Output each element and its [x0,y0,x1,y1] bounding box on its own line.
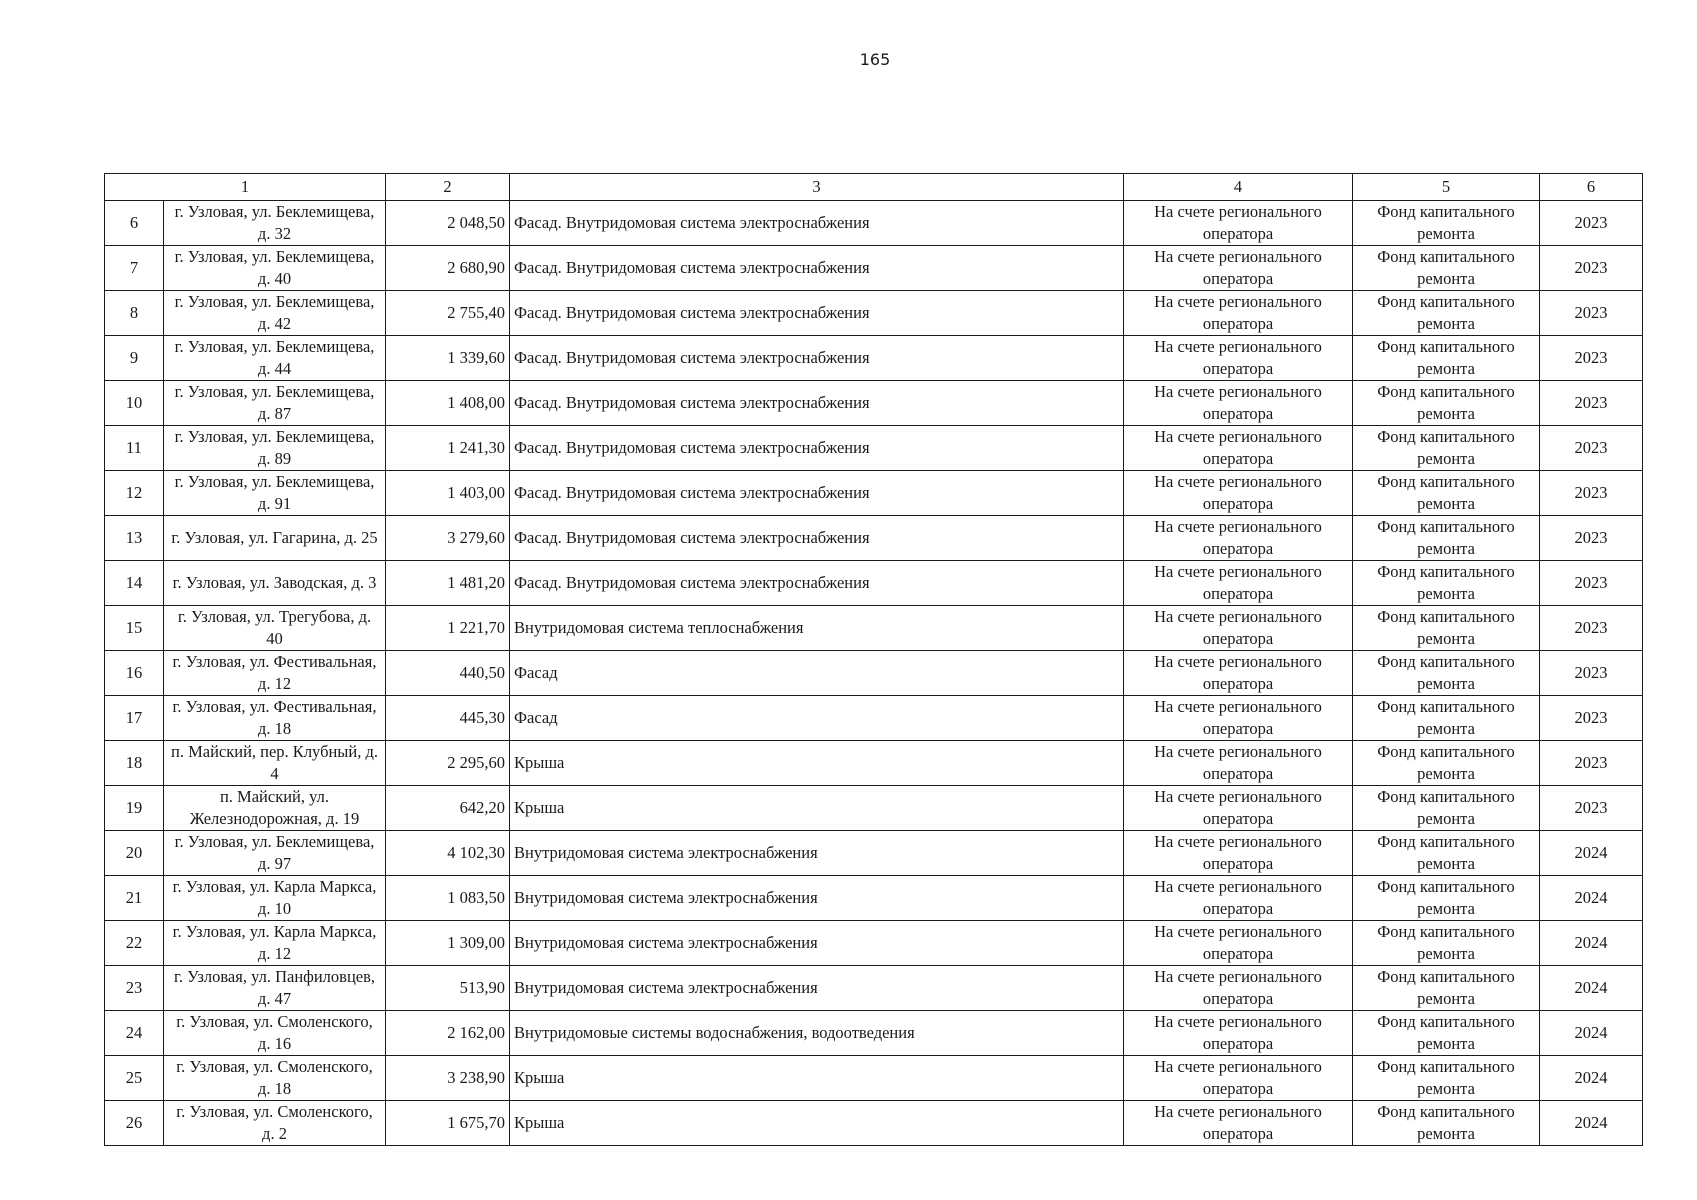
planned-year-cell: 2023 [1540,741,1643,786]
repair-works-cell: Внутридомовая система электроснабжения [510,831,1124,876]
planned-year-cell: 2023 [1540,426,1643,471]
row-number-cell: 9 [105,336,164,381]
table-row [105,471,1643,516]
row-number-cell: 15 [105,606,164,651]
planned-year-cell: 2023 [1540,561,1643,606]
house-address-cell: г. Узловая, ул. Карла Маркса, д. 10 [164,876,386,921]
house-address-cell: г. Узловая, ул. Беклемищева, д. 32 [164,201,386,246]
house-area-cell: 1 408,00 [386,381,510,426]
table-row [105,651,1643,696]
row-number-cell: 8 [105,291,164,336]
funding-source-cell: Фонд капитального ремонта [1353,291,1540,336]
house-area-cell: 3 279,60 [386,516,510,561]
funding-source-cell: Фонд капитального ремонта [1353,1056,1540,1101]
table-row [105,1101,1643,1146]
repair-works-cell: Фасад. Внутридомовая система электроснабжения [510,471,1124,516]
fund-account-cell: На счете регионального оператора [1124,876,1353,921]
planned-year-cell: 2024 [1540,1101,1643,1146]
table-row [105,786,1643,831]
row-number-cell: 10 [105,381,164,426]
funding-source-cell: Фонд капитального ремонта [1353,561,1540,606]
planned-year-cell: 2024 [1540,1056,1643,1101]
fund-account-cell: На счете регионального оператора [1124,741,1353,786]
table-row [105,606,1643,651]
table-row [105,1011,1643,1056]
house-address-cell: г. Узловая, ул. Беклемищева, д. 40 [164,246,386,291]
house-area-cell: 4 102,30 [386,831,510,876]
fund-account-cell: На счете регионального оператора [1124,336,1353,381]
funding-source-cell: Фонд капитального ремонта [1353,336,1540,381]
fund-account-cell: На счете регионального оператора [1124,831,1353,876]
house-area-cell: 440,50 [386,651,510,696]
repair-works-cell: Крыша [510,1101,1124,1146]
header-col-6: 6 [1540,174,1643,201]
table-row [105,336,1643,381]
row-number-cell: 23 [105,966,164,1011]
table-row [105,1056,1643,1101]
row-number-cell: 24 [105,1011,164,1056]
fund-account-cell: На счете регионального оператора [1124,516,1353,561]
table-body [105,201,1643,1146]
row-number-cell: 20 [105,831,164,876]
house-area-cell: 1 339,60 [386,336,510,381]
fund-account-cell: На счете регионального оператора [1124,921,1353,966]
house-area-cell: 2 295,60 [386,741,510,786]
repair-works-cell: Фасад. Внутридомовая система электроснабжения [510,426,1124,471]
house-area-cell: 3 238,90 [386,1056,510,1101]
repair-works-cell: Крыша [510,741,1124,786]
planned-year-cell: 2023 [1540,336,1643,381]
fund-account-cell: На счете регионального оператора [1124,381,1353,426]
house-address-cell: г. Узловая, ул. Беклемищева, д. 89 [164,426,386,471]
table-row [105,291,1643,336]
table-row [105,831,1643,876]
repair-works-cell: Внутридомовая система электроснабжения [510,876,1124,921]
repair-works-cell: Внутридомовая система теплоснабжения [510,606,1124,651]
funding-source-cell: Фонд капитального ремонта [1353,651,1540,696]
table-row [105,696,1643,741]
planned-year-cell: 2023 [1540,201,1643,246]
row-number-cell: 22 [105,921,164,966]
house-address-cell: г. Узловая, ул. Гагарина, д. 25 [164,516,386,561]
header-row [105,174,1643,201]
house-address-cell: г. Узловая, ул. Беклемищева, д. 44 [164,336,386,381]
house-address-cell: г. Узловая, ул. Смоленского, д. 18 [164,1056,386,1101]
fund-account-cell: На счете регионального оператора [1124,246,1353,291]
fund-account-cell: На счете регионального оператора [1124,1101,1353,1146]
funding-source-cell: Фонд капитального ремонта [1353,471,1540,516]
house-area-cell: 2 680,90 [386,246,510,291]
funding-source-cell: Фонд капитального ремонта [1353,876,1540,921]
row-number-cell: 25 [105,1056,164,1101]
table-row [105,561,1643,606]
house-area-cell: 1 481,20 [386,561,510,606]
fund-account-cell: На счете регионального оператора [1124,201,1353,246]
house-area-cell: 642,20 [386,786,510,831]
repair-works-cell: Фасад. Внутридомовая система электроснабжения [510,516,1124,561]
repair-works-cell: Крыша [510,1056,1124,1101]
row-number-cell: 18 [105,741,164,786]
funding-source-cell: Фонд капитального ремонта [1353,786,1540,831]
planned-year-cell: 2023 [1540,381,1643,426]
row-number-cell: 14 [105,561,164,606]
fund-account-cell: На счете регионального оператора [1124,786,1353,831]
fund-account-cell: На счете регионального оператора [1124,1011,1353,1056]
funding-source-cell: Фонд капитального ремонта [1353,516,1540,561]
planned-year-cell: 2023 [1540,291,1643,336]
house-address-cell: п. Майский, пер. Клубный, д. 4 [164,741,386,786]
house-area-cell: 1 309,00 [386,921,510,966]
planned-year-cell: 2024 [1540,1011,1643,1056]
fund-account-cell: На счете регионального оператора [1124,606,1353,651]
row-number-cell: 13 [105,516,164,561]
house-area-cell: 2 755,40 [386,291,510,336]
table-row [105,381,1643,426]
planned-year-cell: 2023 [1540,246,1643,291]
header-col-4: 4 [1124,174,1353,201]
repair-works-cell: Внутридомовые системы водоснабжения, водоотведения [510,1011,1124,1056]
row-number-cell: 16 [105,651,164,696]
planned-year-cell: 2024 [1540,876,1643,921]
funding-source-cell: Фонд капитального ремонта [1353,1011,1540,1056]
page-number: 165 [859,50,891,69]
repair-works-cell: Крыша [510,786,1124,831]
house-address-cell: г. Узловая, ул. Беклемищева, д. 42 [164,291,386,336]
planned-year-cell: 2023 [1540,786,1643,831]
fund-account-cell: На счете регионального оператора [1124,426,1353,471]
capital-repair-table [104,173,1643,1146]
table-row [105,201,1643,246]
header-col-3: 3 [510,174,1124,201]
repair-works-cell: Фасад. Внутридомовая система электроснабжения [510,201,1124,246]
house-address-cell: г. Узловая, ул. Смоленского, д. 16 [164,1011,386,1056]
house-address-cell: г. Узловая, ул. Трегубова, д. 40 [164,606,386,651]
funding-source-cell: Фонд капитального ремонта [1353,1101,1540,1146]
house-address-cell: г. Узловая, ул. Панфиловцев, д. 47 [164,966,386,1011]
header-col-1: 1 [105,174,386,201]
row-number-cell: 19 [105,786,164,831]
table-row [105,741,1643,786]
row-number-cell: 12 [105,471,164,516]
repair-works-cell: Фасад. Внутридомовая система электроснабжения [510,336,1124,381]
table-row [105,246,1643,291]
row-number-cell: 21 [105,876,164,921]
header-col-2: 2 [386,174,510,201]
house-address-cell: г. Узловая, ул. Карла Маркса, д. 12 [164,921,386,966]
row-number-cell: 11 [105,426,164,471]
planned-year-cell: 2023 [1540,516,1643,561]
funding-source-cell: Фонд капитального ремонта [1353,741,1540,786]
repair-works-cell: Фасад. Внутридомовая система электроснабжения [510,246,1124,291]
planned-year-cell: 2024 [1540,921,1643,966]
fund-account-cell: На счете регионального оператора [1124,651,1353,696]
house-area-cell: 1 241,30 [386,426,510,471]
row-number-cell: 6 [105,201,164,246]
repair-works-cell: Фасад [510,696,1124,741]
planned-year-cell: 2023 [1540,471,1643,516]
repair-works-cell: Внутридомовая система электроснабжения [510,966,1124,1011]
funding-source-cell: Фонд капитального ремонта [1353,831,1540,876]
row-number-cell: 7 [105,246,164,291]
funding-source-cell: Фонд капитального ремонта [1353,921,1540,966]
house-address-cell: г. Узловая, ул. Беклемищева, д. 87 [164,381,386,426]
table-row [105,876,1643,921]
repair-works-cell: Фасад. Внутридомовая система электроснабжения [510,561,1124,606]
planned-year-cell: 2024 [1540,966,1643,1011]
fund-account-cell: На счете регионального оператора [1124,561,1353,606]
fund-account-cell: На счете регионального оператора [1124,471,1353,516]
repair-works-cell: Фасад. Внутридомовая система электроснабжения [510,381,1124,426]
house-address-cell: г. Узловая, ул. Смоленского, д. 2 [164,1101,386,1146]
house-area-cell: 513,90 [386,966,510,1011]
funding-source-cell: Фонд капитального ремонта [1353,966,1540,1011]
repair-works-cell: Внутридомовая система электроснабжения [510,921,1124,966]
header-col-5: 5 [1353,174,1540,201]
planned-year-cell: 2023 [1540,651,1643,696]
repair-works-cell: Фасад [510,651,1124,696]
table-row [105,966,1643,1011]
funding-source-cell: Фонд капитального ремонта [1353,606,1540,651]
house-area-cell: 2 162,00 [386,1011,510,1056]
funding-source-cell: Фонд капитального ремонта [1353,696,1540,741]
funding-source-cell: Фонд капитального ремонта [1353,246,1540,291]
row-number-cell: 17 [105,696,164,741]
house-area-cell: 1 675,70 [386,1101,510,1146]
funding-source-cell: Фонд капитального ремонта [1353,426,1540,471]
fund-account-cell: На счете регионального оператора [1124,1056,1353,1101]
house-address-cell: г. Узловая, ул. Заводская, д. 3 [164,561,386,606]
house-area-cell: 1 083,50 [386,876,510,921]
house-area-cell: 2 048,50 [386,201,510,246]
planned-year-cell: 2024 [1540,831,1643,876]
table-header [105,174,1643,201]
table-row [105,921,1643,966]
fund-account-cell: На счете регионального оператора [1124,966,1353,1011]
house-area-cell: 1 221,70 [386,606,510,651]
row-number-cell: 26 [105,1101,164,1146]
house-address-cell: г. Узловая, ул. Фестивальная, д. 18 [164,696,386,741]
house-address-cell: г. Узловая, ул. Фестивальная, д. 12 [164,651,386,696]
house-area-cell: 1 403,00 [386,471,510,516]
house-area-cell: 445,30 [386,696,510,741]
house-address-cell: г. Узловая, ул. Беклемищева, д. 91 [164,471,386,516]
funding-source-cell: Фонд капитального ремонта [1353,381,1540,426]
house-address-cell: г. Узловая, ул. Беклемищева, д. 97 [164,831,386,876]
house-address-cell: п. Майский, ул. Железнодорожная, д. 19 [164,786,386,831]
planned-year-cell: 2023 [1540,606,1643,651]
funding-source-cell: Фонд капитального ремонта [1353,201,1540,246]
fund-account-cell: На счете регионального оператора [1124,291,1353,336]
table-row [105,516,1643,561]
planned-year-cell: 2023 [1540,696,1643,741]
fund-account-cell: На счете регионального оператора [1124,696,1353,741]
table-row [105,426,1643,471]
repair-works-cell: Фасад. Внутридомовая система электроснабжения [510,291,1124,336]
